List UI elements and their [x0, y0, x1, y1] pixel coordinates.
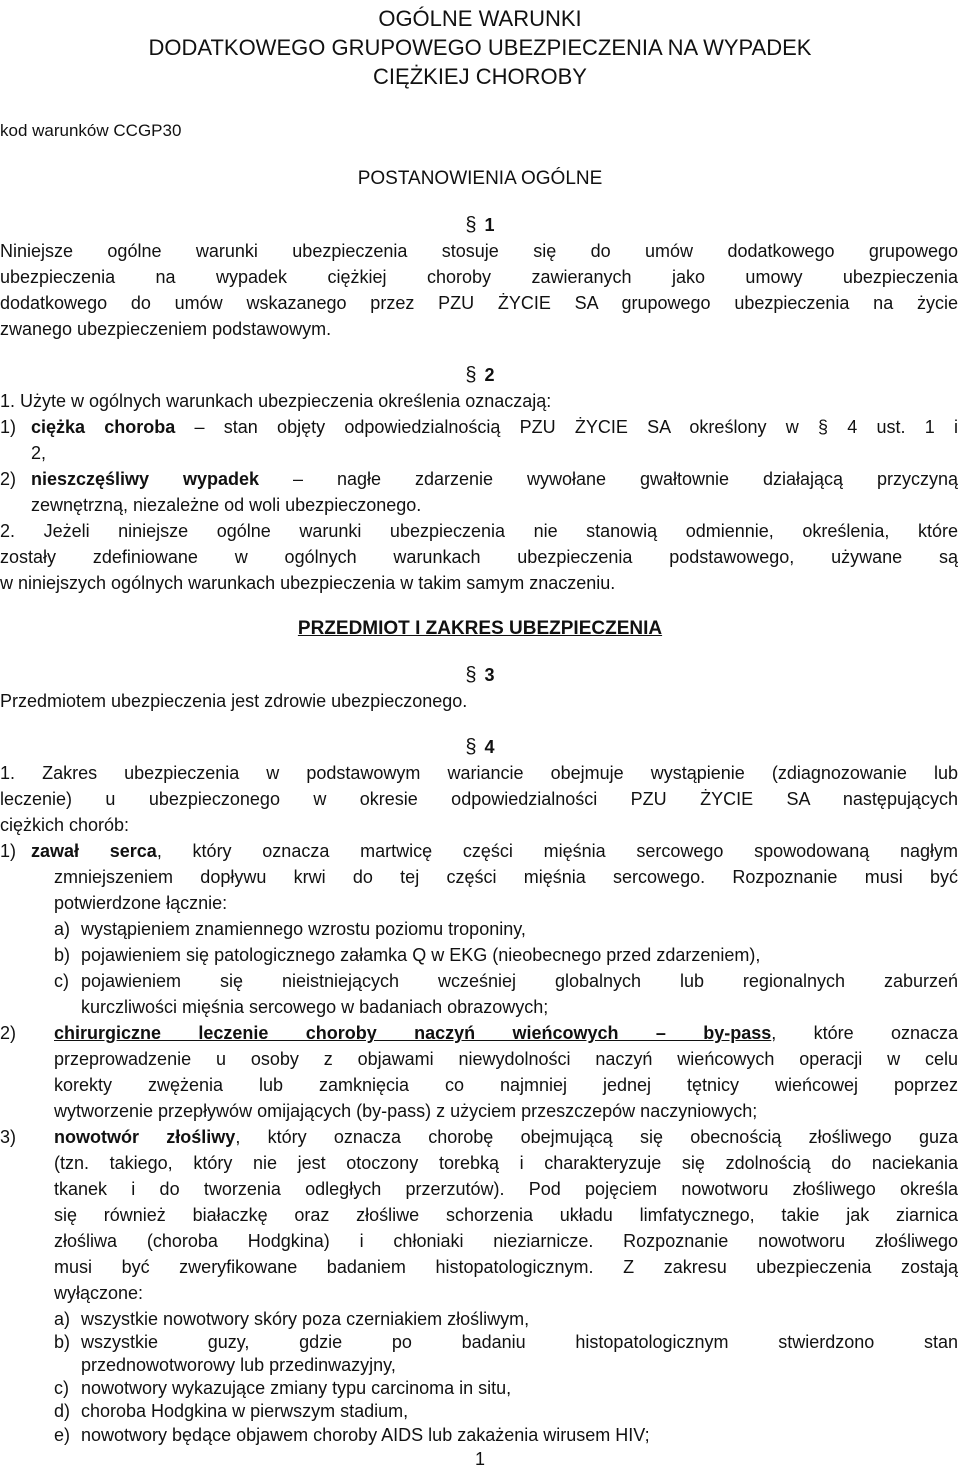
paragraph-reference: § 4 ust. 1 i — [817, 417, 958, 437]
p4-item-1-sub-c-letter: c) — [54, 971, 69, 991]
paragraph-3-heading — [0, 662, 960, 688]
paragraph-number: 4 — [484, 737, 495, 757]
definition-text: – stan objęty odpowiedzialnością PZU ŻYCIE SA określony w — [194, 417, 799, 437]
p4-item-3-sub-b: wszystkie guzy, gdzie po badaniu histopatologicznym stwierdzono stan — [81, 1332, 958, 1352]
p4-item-3-line-3: tkanek i do tworzenia odległych przerzutów). Pod pojęciem nowotworu złośliwego określa — [54, 1179, 958, 1199]
p4-item-1-line-3: potwierdzone łącznie: — [54, 893, 228, 913]
p4-item-2-line-2: przeprowadzenie u osoby z objawami niewydolności naczyń wieńcowych operacji w celu — [54, 1049, 958, 1069]
p4-item-3-sub-c: nowotwory wykazujące zmiany typu carcinoma in situ, — [81, 1378, 512, 1398]
p4-item-3-sub-a: wszystkie nowotwory skóry poza czerniakiem złośliwym, — [81, 1309, 530, 1329]
p4-intro-line-2: leczenie) u ubezpieczonego w okresie odpowiedzialności PZU ŻYCIE SA następujących — [0, 789, 958, 809]
p4-item-1-sub-a-letter: a) — [54, 919, 71, 939]
p4-intro-line-3: ciężkich chorób: — [0, 815, 130, 835]
p4-item-2-line-4: wytworzenie przepływów omijających (by-pass) z użyciem przeszczepów naczyniowych; — [54, 1101, 758, 1121]
p4-item-3-line-2: (tzn. takiego, który nie jest otoczony torebką i charakteryzuje się zdolnością do naciekania — [54, 1153, 958, 1173]
section-symbol: § — [465, 664, 477, 686]
section-symbol: § — [465, 736, 477, 758]
p4-item-3-line-7: wyłączone: — [54, 1283, 144, 1303]
p2-def-1-cont: 2, — [31, 443, 47, 463]
paragraph-number: 3 — [484, 665, 495, 685]
p4-item-3-sub-b-cont: przednowotworowy lub przedinwazyjny, — [81, 1355, 396, 1375]
section-symbol: § — [465, 364, 477, 386]
page-number: 1 — [474, 1449, 485, 1469]
p2-def-2-cont: zewnętrzną, niezależne od woli ubezpieczonego. — [31, 495, 422, 515]
p4-item-3-sub-b-letter: b) — [54, 1332, 71, 1352]
defined-term: ciężka choroba — [31, 417, 176, 437]
section-heading-scope: PRZEDMIOT I ZAKRES UBEZPIECZENIA — [297, 618, 663, 639]
p4-item-3-line-4: się również białaczkę oraz złośliwe schorzenia układu limfatycznego, takie jak ziarnica — [54, 1205, 958, 1225]
paragraph-2-heading — [0, 362, 960, 388]
paragraph-1-heading — [0, 212, 960, 238]
document-title-line-2: DODATKOWEGO GRUPOWEGO UBEZPIECZENIA NA WYPADEK — [148, 35, 812, 60]
p2-def-1-number: 1) — [0, 417, 17, 437]
p1-line-3: dodatkowego do umów wskazanego przez PZU ŻYCIE SA grupowego ubezpieczenia na życie — [0, 293, 958, 313]
disease-term: nowotwór złośliwy — [54, 1127, 236, 1147]
p2-def-1 — [31, 414, 958, 440]
document-title-line-3: CIĘŻKIEJ CHOROBY — [373, 64, 587, 89]
p1-line-1: Niniejsze ogólne warunki ubezpieczenia stosuje się do umów dodatkowego grupowego — [0, 241, 958, 261]
p4-item-3-sub-e: nowotwory będące objawem choroby AIDS lub zakażenia wirusem HIV; — [81, 1425, 650, 1445]
p4-item-1-line-1 — [31, 838, 958, 864]
p2-def-2 — [31, 466, 958, 492]
p4-item-2-number: 2) — [0, 1023, 17, 1043]
p4-item-3-line-1 — [54, 1124, 958, 1150]
p4-item-2-line-3: korekty zwężenia lub zamknięcia co najmniej jednej tętnicy wieńcowej poprzez — [54, 1075, 958, 1095]
p4-item-3-sub-e-letter: e) — [54, 1425, 71, 1445]
p4-item-3-line-5: złośliwa (choroba Hodgkina) i chłoniaki nieziarnicze. Rozpoznanie nowotworu złośliwego — [54, 1231, 958, 1251]
conditions-code: kod warunków CCGP30 — [0, 121, 182, 140]
p3-text: Przedmiotem ubezpieczenia jest zdrowie ubezpieczonego. — [0, 691, 468, 711]
p4-item-3-sub-d: choroba Hodgkina w pierwszym stadium, — [81, 1401, 409, 1421]
defined-term: nieszczęśliwy wypadek — [31, 469, 260, 489]
p4-item-3-sub-d-letter: d) — [54, 1401, 71, 1421]
p4-item-3-sub-c-letter: c) — [54, 1378, 69, 1398]
definition-text: – nagłe zdarzenie wywołane gwałtownie działającą przyczyną — [293, 469, 958, 489]
disease-term: zawał serca — [31, 841, 157, 861]
paragraph-number: 2 — [484, 365, 495, 385]
disease-term: chirurgiczne leczenie choroby naczyń wieńcowych – by-pass — [54, 1023, 772, 1043]
p4-item-1-number: 1) — [0, 841, 17, 861]
p4-item-3-line-6: musi być zweryfikowane badaniem histopatologicznym. Z zakresu ubezpieczenia zostają — [54, 1257, 958, 1277]
document-title-line-1: OGÓLNE WARUNKI — [378, 6, 582, 31]
p4-item-1-sub-a: wystąpieniem znamiennego wzrostu poziomu troponiny, — [81, 919, 526, 939]
p1-line-2: ubezpieczenia na wypadek ciężkiej choroby zawieranych jako umowy ubezpieczenia — [0, 267, 958, 287]
disease-description: , który oznacza chorobę obejmującą się obecnością złośliwego guza — [235, 1127, 958, 1147]
section-symbol: § — [465, 214, 477, 236]
p2-2-line-3: w niniejszych ogólnych warunkach ubezpieczenia w takim samym znaczeniu. — [0, 573, 616, 593]
p4-item-1-sub-b-letter: b) — [54, 945, 71, 965]
p4-item-1-sub-c: pojawieniem się nieistniejących wcześniej globalnych lub regionalnych zaburzeń — [81, 971, 958, 991]
section-heading-general: POSTANOWIENIA OGÓLNE — [357, 168, 603, 189]
p2-2-line-2: zostały zdefiniowane w ogólnych warunkach ubezpieczenia podstawowego, używane są — [0, 547, 958, 567]
p2-intro: 1. Użyte w ogólnych warunkach ubezpieczenia określenia oznaczają: — [0, 391, 552, 411]
p2-def-2-number: 2) — [0, 469, 17, 489]
p4-item-2-line-1 — [54, 1020, 958, 1046]
p1-line-4: zwanego ubezpieczeniem podstawowym. — [0, 319, 332, 339]
p4-item-1-sub-b: pojawieniem się patologicznego załamka Q w EKG (nieobecnego przed zdarzeniem), — [81, 945, 761, 965]
p4-item-3-number: 3) — [0, 1127, 17, 1147]
p4-item-3-sub-a-letter: a) — [54, 1309, 71, 1329]
paragraph-4-heading — [0, 734, 960, 760]
p4-item-1-sub-c-cont: kurczliwości mięśnia sercowego w badaniach obrazowych; — [81, 997, 549, 1017]
disease-description: , który oznacza martwicę części mięśnia sercowego spowodowaną nagłym — [156, 841, 958, 861]
p4-item-1-line-2: zmniejszeniem dopływu krwi do tej części mięśnia sercowego. Rozpoznanie musi być — [54, 867, 958, 887]
disease-description: , które oznacza — [771, 1023, 959, 1043]
p4-intro-line-1: 1. Zakres ubezpieczenia w podstawowym wariancie obejmuje wystąpienie (zdiagnozowanie lub — [0, 763, 958, 783]
paragraph-number: 1 — [484, 215, 495, 235]
p2-2-line-1: 2. Jeżeli niniejsze ogólne warunki ubezpieczenia nie stanowią odmiennie, określenia, które — [0, 521, 958, 541]
